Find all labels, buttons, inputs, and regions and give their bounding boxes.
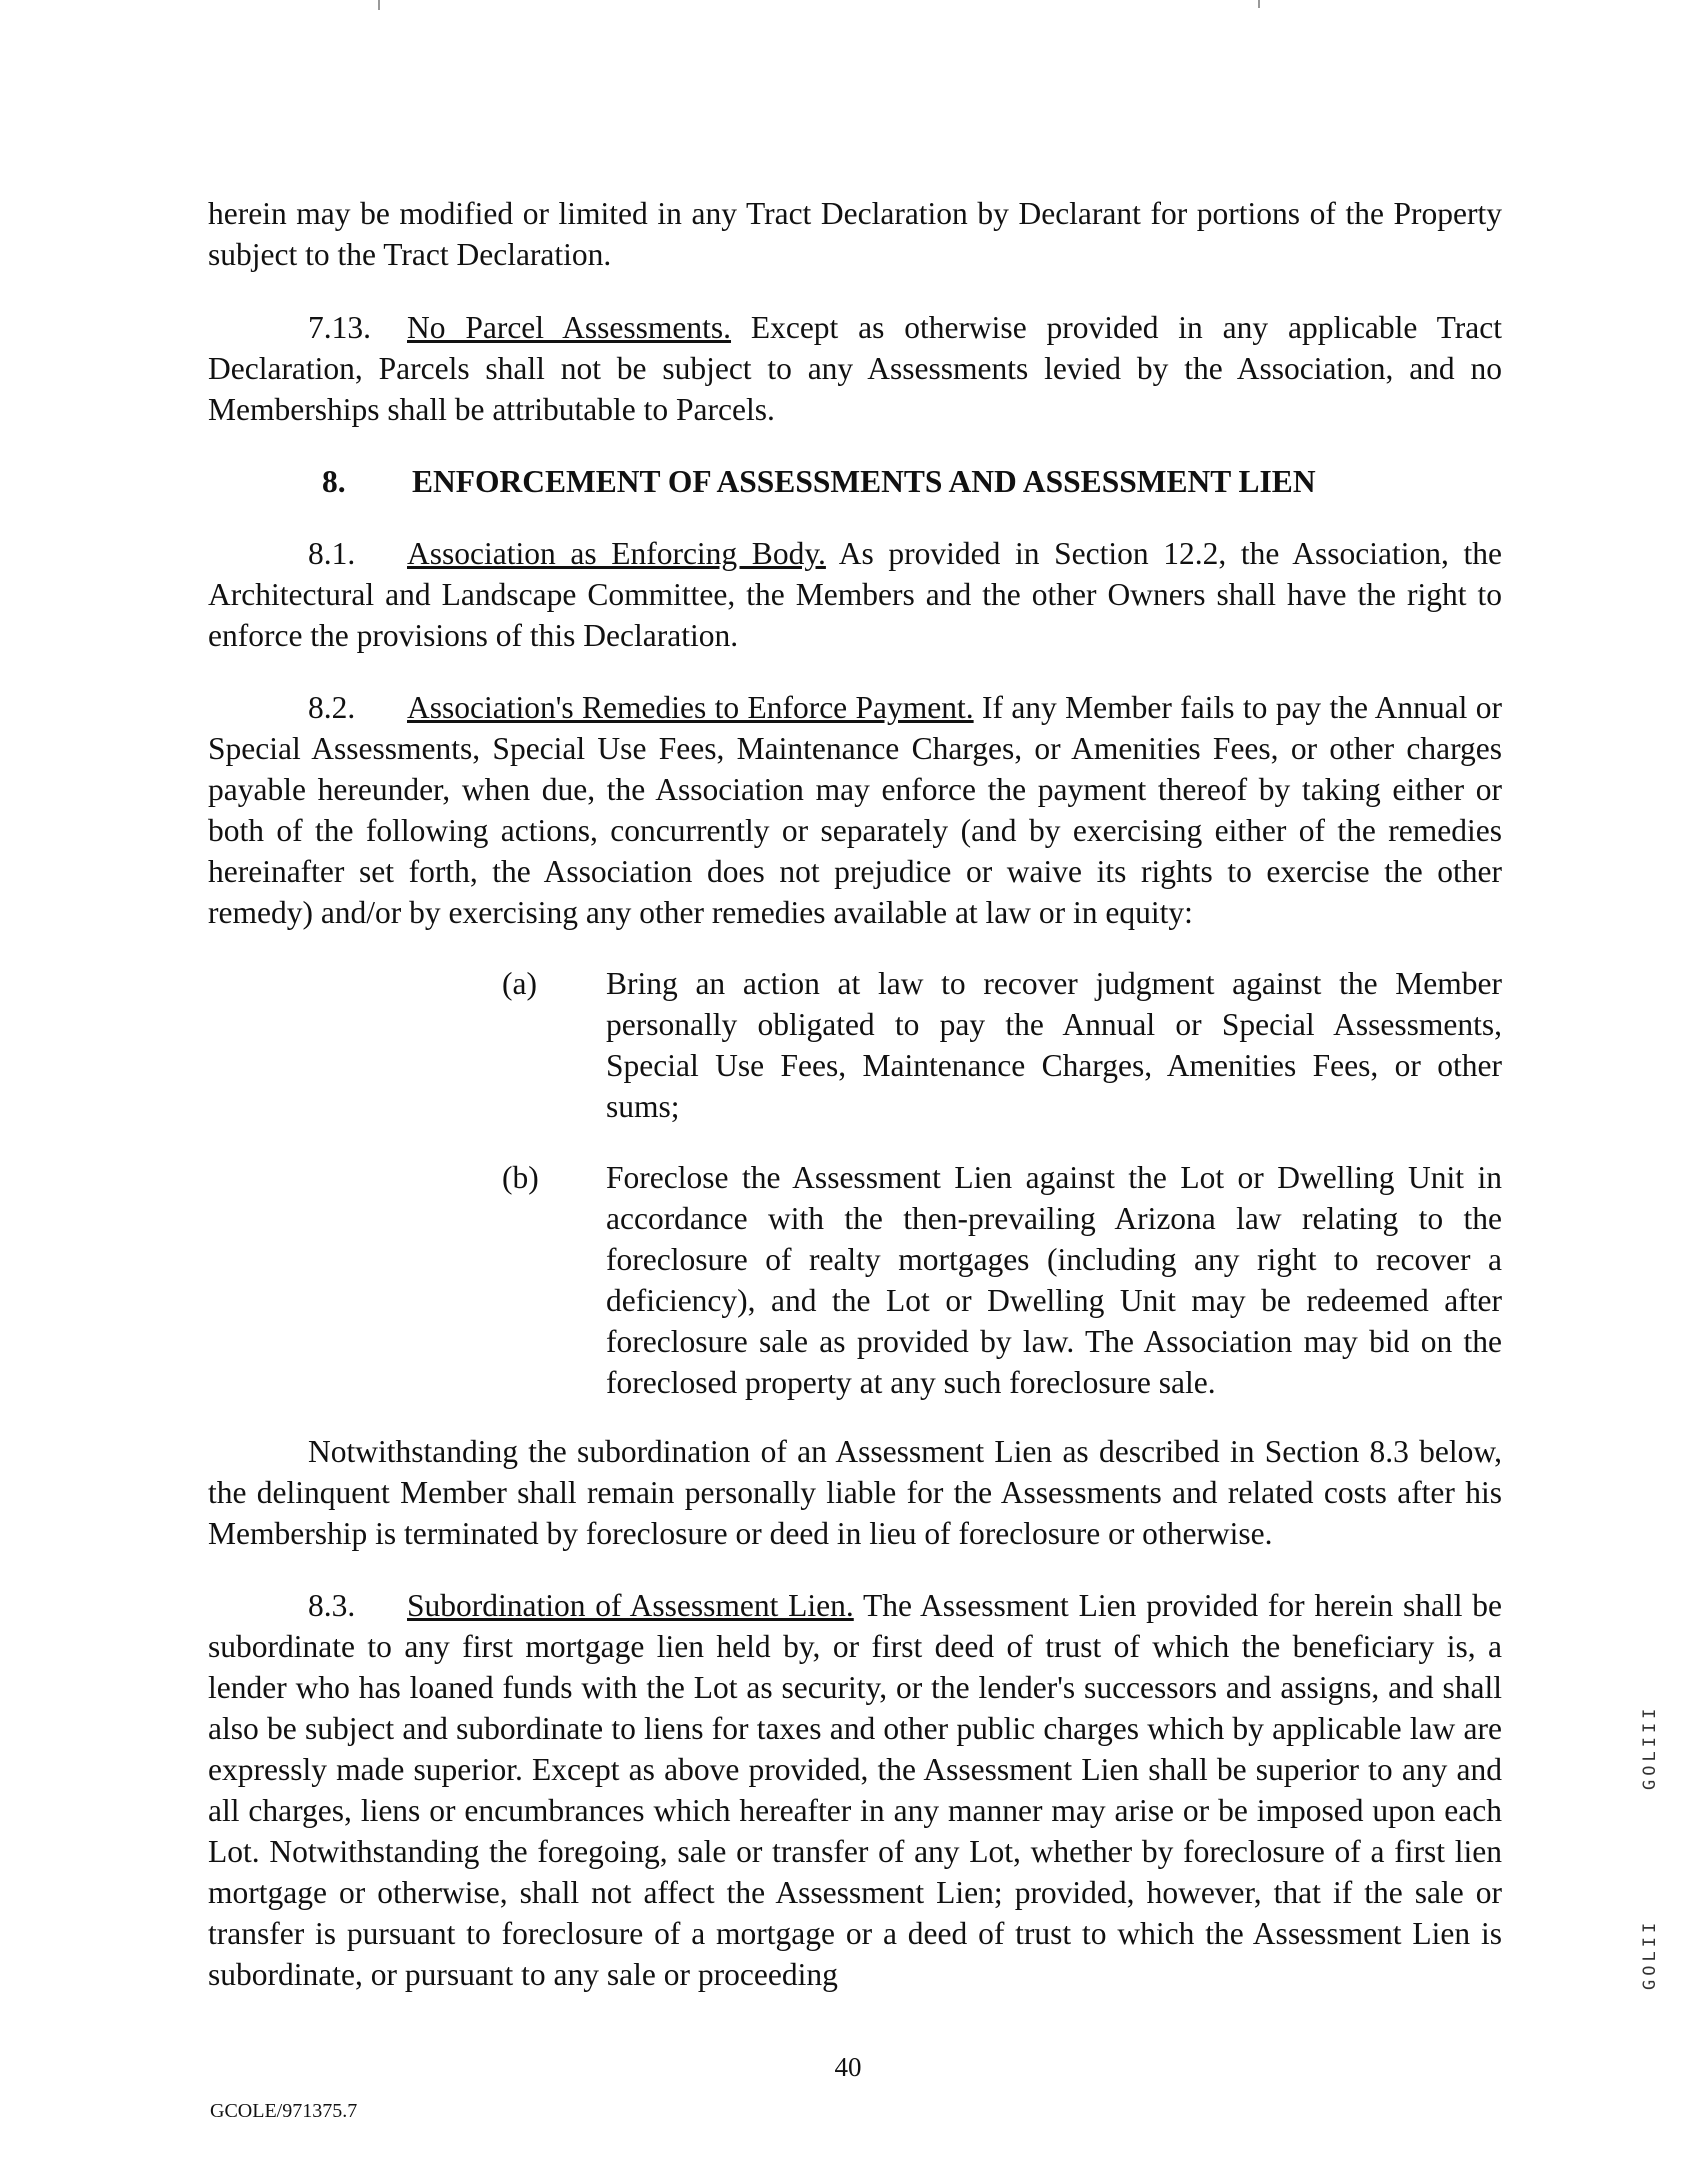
notwithstanding-text: Notwithstanding the subordination of an Assessment Lien as described in Section 8.3 below, the delinquent Member shall remain personally liable for the Assessments and related costs after his Membership is terminated by foreclosure or deed in lieu of foreclosure or otherwise. <box>208 1434 1502 1551</box>
section-8-3 <box>208 1585 1502 1995</box>
section-8-1 <box>208 533 1502 656</box>
article-number: 8. <box>322 464 346 499</box>
remedy-item-b <box>502 1157 1502 1403</box>
section-title: Association's Remedies to Enforce Payment. <box>407 690 974 725</box>
section-number: 8.3. <box>308 1588 356 1623</box>
item-label: (b) <box>502 1160 539 1195</box>
item-label: (a) <box>502 966 537 1001</box>
section-7-13 <box>208 307 1502 430</box>
remedy-item-a <box>502 963 1502 1127</box>
section-8-2 <box>208 687 1502 933</box>
margin-stamp-upper: GOLIII <box>1640 1704 1660 1790</box>
document-id: GCOLE/971375.7 <box>210 2100 358 2122</box>
margin-stamp-lower: GOLII <box>1640 1918 1660 1990</box>
page-number: 40 <box>834 2052 862 2082</box>
section-title: No Parcel Assessments. <box>407 310 732 345</box>
intro-text: herein may be modified or limited in any Tract Declaration by Declarant for portions of the Property subject to the Tract Declaration. <box>208 196 1502 272</box>
section-title: Subordination of Assessment Lien. <box>407 1588 854 1623</box>
article-title: ENFORCEMENT OF ASSESSMENTS AND ASSESSMENT LIEN <box>412 464 1316 499</box>
item-text: Foreclose the Assessment Lien against the Lot or Dwelling Unit in accordance with the then-prevailing Arizona law relating to the foreclosure of realty mortgages (including any right to recover a deficiency), and the Lot or Dwelling Unit may be redeemed after foreclosure sale as provided by law. The Association may bid on the foreclosed property at any such foreclosure sale. <box>606 1160 1502 1400</box>
section-text: As provided in Section 12.2, the Association, the Architectural and Landscape Committee, the Members and the other Owners shall have the right to enforce the provisions of this Declaration. <box>208 536 1502 653</box>
section-number: 7.13. <box>308 310 371 345</box>
section-number: 8.1. <box>308 536 356 571</box>
section-text: The Assessment Lien provided for herein shall be subordinate to any first mortgage lien held by, or first deed of trust of which the beneficiary is, a lender who has loaned funds with the Lot as security, or the lender's successors and assigns, and shall also be subject and subordinate to liens for taxes and other public charges which by applicable law are expressly made superior. Except as above provided, the Assessment Lien shall be superior to any and all charges, liens or encumbrances which hereafter in any manner may arise or be imposed upon each Lot. Notwithstanding the foregoing, sale or transfer of any Lot, whether by foreclosure of a first lien mortgage or otherwise, shall not affect the Assessment Lien; provided, however, that if the sale or transfer is pursuant to foreclosure of a mortgage or a deed of trust to which the Assessment Lien is subordinate, or pursuant to any sale or proceeding <box>208 1588 1502 1992</box>
section-text: If any Member fails to pay the Annual or Special Assessments, Special Use Fees, Maintenance Charges, or Amenities Fees, or other charges payable hereunder, when due, the Association may enforce the payment thereof by taking either or both of the following actions, concurrently or separately (and by exercising either of the remedies hereinafter set forth, the Association does not prejudice or waive its rights to exercise the other remedy) and/or by exercising any other remedies available at law or in equity: <box>208 690 1502 930</box>
section-number: 8.2. <box>308 690 356 725</box>
section-text: Except as otherwise provided in any applicable Tract Declaration, Parcels shall not be subject to any Assessments levied by the Association, and no Memberships shall be attributable to Parcels. <box>208 310 1502 427</box>
notwithstanding-paragraph <box>208 1431 1502 1554</box>
item-text: Bring an action at law to recover judgment against the Member personally obligated to pay the Annual or Special Assessments, Special Use Fees, Maintenance Charges, Amenities Fees, or other sums; <box>606 966 1502 1124</box>
section-title: Association as Enforcing Body. <box>407 536 826 571</box>
intro-paragraph <box>208 193 1502 275</box>
article-heading <box>208 461 1502 502</box>
scan-mark <box>1258 0 1260 8</box>
scan-mark <box>378 0 380 10</box>
